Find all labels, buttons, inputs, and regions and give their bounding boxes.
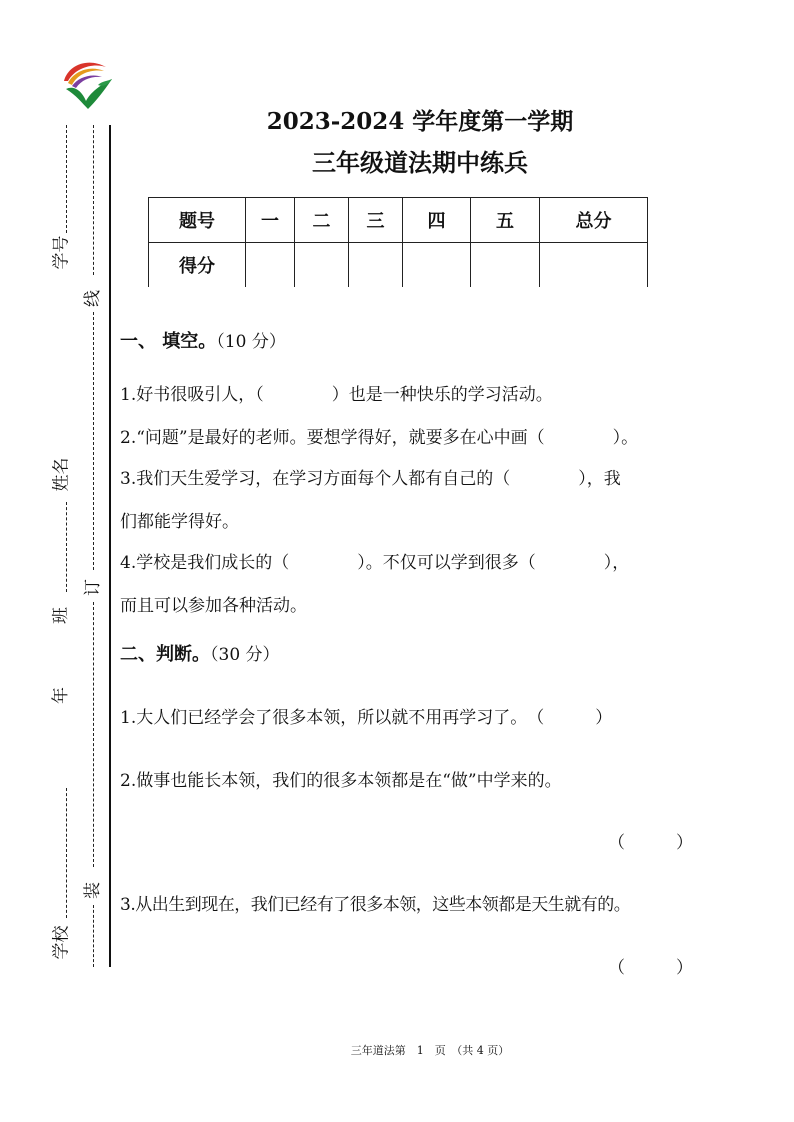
class-label: 班 — [51, 607, 71, 624]
seal-dashed-line-mid — [93, 312, 94, 570]
score-table-column: 一 — [246, 198, 295, 243]
student-id-underline — [66, 125, 67, 233]
score-row-label: 得分 — [149, 243, 246, 288]
fill-blank-question: 2.“问题”是最好的老师。要想学得好，就要多在心中画（ ）。 — [120, 428, 639, 448]
score-cell[interactable] — [246, 243, 295, 288]
section1-heading — [120, 327, 286, 353]
score-table-column: 总分 — [540, 198, 648, 243]
name-underline — [66, 502, 67, 592]
section2-title: 二、判断。 — [120, 644, 210, 665]
score-table-column: 四 — [403, 198, 471, 243]
score-table-column: 五 — [471, 198, 540, 243]
fill-blank-question-continued: 们都能学得好。 — [120, 512, 239, 532]
section2-heading — [120, 640, 280, 666]
exam-title-line1: 2023-2024 学年度第一学期 — [266, 108, 574, 135]
seal-pack-char: 装 — [83, 882, 103, 899]
score-cell[interactable] — [295, 243, 349, 288]
grade-label: 年 — [51, 687, 71, 704]
section1-title: 一、 填空。 — [120, 331, 217, 352]
student-id-label: 学号 — [51, 235, 72, 270]
score-cell[interactable] — [349, 243, 403, 288]
exam-title-line2: 三年级道法期中练兵 — [312, 148, 528, 177]
answer-parentheses: （ ） — [608, 958, 693, 978]
fill-blank-question-continued: 而且可以参加各种活动。 — [120, 596, 307, 616]
fill-blank-question: 1.好书很吸引人，（ ）也是一种快乐的学习活动。 — [120, 385, 553, 405]
judgment-question: 3.从出生到现在，我们已经有了很多本领，这些本领都是天生就有的。 — [120, 895, 631, 915]
school-underline — [66, 788, 67, 918]
seal-line-char: 线 — [83, 290, 103, 307]
fill-blank-question: 4.学校是我们成长的（ ）。不仅可以学到很多（ ）， — [120, 553, 630, 573]
score-table-column: 三 — [349, 198, 403, 243]
judgment-question: 1.大人们已经学会了很多本领，所以就不用再学习了。 （ ） — [120, 708, 613, 728]
score-table-header-label: 题号 — [149, 198, 246, 243]
score-cell[interactable] — [540, 243, 648, 288]
score-table — [148, 197, 648, 287]
score-table-column: 二 — [295, 198, 349, 243]
page-footer: 三年道法第 1 页 （共 4 页） — [350, 1044, 510, 1057]
score-cell[interactable] — [471, 243, 540, 288]
seal-bind-char: 订 — [83, 579, 103, 596]
section1-points: （10 分） — [216, 332, 286, 352]
binding-border-line — [109, 125, 111, 967]
score-cell[interactable] — [403, 243, 471, 288]
section2-points: （30 分） — [210, 645, 280, 665]
school-label: 学校 — [51, 925, 72, 960]
name-label: 姓名 — [51, 457, 72, 492]
judgment-question: 2.做事也能长本领，我们的很多本领都是在“做”中学来的。 — [120, 771, 562, 791]
fill-blank-question: 3.我们天生爱学习，在学习方面每个人都有自己的（ ），我 — [120, 469, 621, 489]
seal-dashed-line-bottom — [93, 905, 94, 967]
seal-dashed-line-lower — [93, 602, 94, 867]
answer-parentheses: （ ） — [608, 833, 693, 853]
